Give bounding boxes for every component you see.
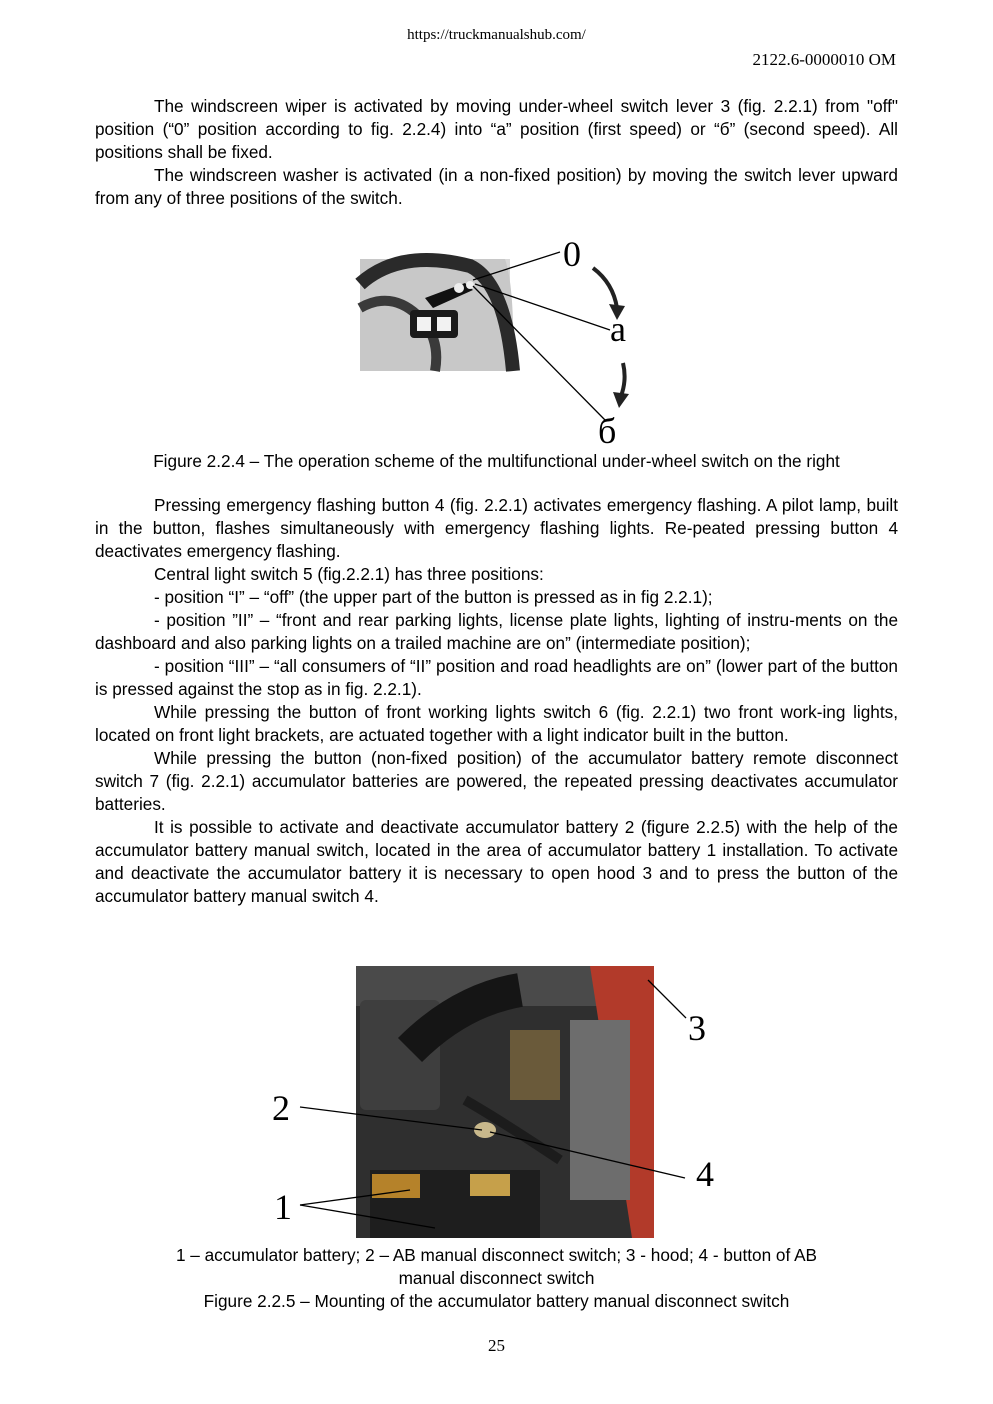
label-4: 4 xyxy=(696,1154,714,1194)
radiator xyxy=(570,1020,630,1200)
figure-2-2-5-legend-line2: manual disconnect switch xyxy=(398,1268,595,1288)
text-block-top xyxy=(95,95,898,210)
figure-2-2-5-legend-line1: 1 – accumulator battery; 2 – AB manual disconnect switch; 3 - hood; 4 - button of AB xyxy=(175,1245,818,1265)
paragraph-position-1: - position “I” – “off” (the upper part of the button is pressed as in fig 2.2.1); xyxy=(154,587,713,607)
figure-2-2-4-caption: Figure 2.2.4 – The operation scheme of the multifunctional under-wheel switch on the right xyxy=(153,451,840,471)
label-3: 3 xyxy=(688,1008,706,1048)
paragraph-washer: The windscreen washer is activated (in a non-fixed position) by moving the switch lever upward from any of three positions of the switch. xyxy=(95,165,898,208)
figure-battery-switch-mounting xyxy=(260,960,740,1242)
paragraph-manual-switch: It is possible to activate and deactivate accumulator battery 2 (figure 2.2.5) with the help of the accumulator battery manual switch, located in the area of accumulator battery 1 installation. To activate and deactivate the accumulator battery it is necessary to open hood 3 and to press the button of the accumulator battery manual switch 4. xyxy=(95,817,898,906)
page-number: 25 xyxy=(488,1336,505,1355)
label-2: 2 xyxy=(272,1088,290,1128)
label-1: 1 xyxy=(274,1187,292,1227)
document-code: 2122.6-0000010 OM xyxy=(752,50,896,69)
paragraph-position-3: - position “III” – “all consumers of “II” position and road headlights are on” (lower part of the button is pressed against the stop as in fig. 2.2.1). xyxy=(95,656,898,699)
figure-2-2-5-caption xyxy=(80,1244,913,1313)
paragraph-emergency-flashing: Pressing emergency flashing button 4 (fig. 2.2.1) activates emergency flashing. A pilot lamp, built in the button, flashes simultaneously with emergency flashing lights. Re-peated pressing button 4 deactivates emergency flashing. xyxy=(95,495,898,561)
paragraph-working-lights: While pressing the button of front working lights switch 6 (fig. 2.2.1) two front work-ing lights, located on front light brackets, are actuated together with a light indicator built in the button. xyxy=(95,702,898,745)
text-block-bottom xyxy=(95,494,898,908)
paragraph-remote-disconnect: While pressing the button (non-fixed position) of the accumulator battery remote disconnect switch 7 (fig. 2.2.1) accumulator batteries are powered, the repeated pressing deactivates accumulator batteries. xyxy=(95,748,898,814)
label-b: б xyxy=(598,411,617,448)
paragraph-central-light-switch: Central light switch 5 (fig.2.2.1) has three positions: xyxy=(154,564,544,584)
figure-under-wheel-switch xyxy=(355,228,645,448)
label-zero: 0 xyxy=(563,234,581,274)
label-a: а xyxy=(610,309,626,349)
paragraph-position-2: - position ”II” – “front and rear parking lights, license plate lights, lighting of instru-ments on the dashboard and also parking lights on a trailed machine are on” (intermediate position); xyxy=(95,610,898,653)
figure-2-2-5-title: Figure 2.2.5 – Mounting of the accumulator battery manual disconnect switch xyxy=(203,1291,790,1311)
site-url[interactable]: https://truckmanualshub.com/ xyxy=(407,27,586,43)
paragraph-wiper: The windscreen wiper is activated by moving under-wheel switch lever 3 (fig. 2.2.1) from "off" position (“0” position according to fig. 2.2.4) into “а” position (first speed) or “б” (second speed). All positions shall be fixed. xyxy=(95,96,898,162)
